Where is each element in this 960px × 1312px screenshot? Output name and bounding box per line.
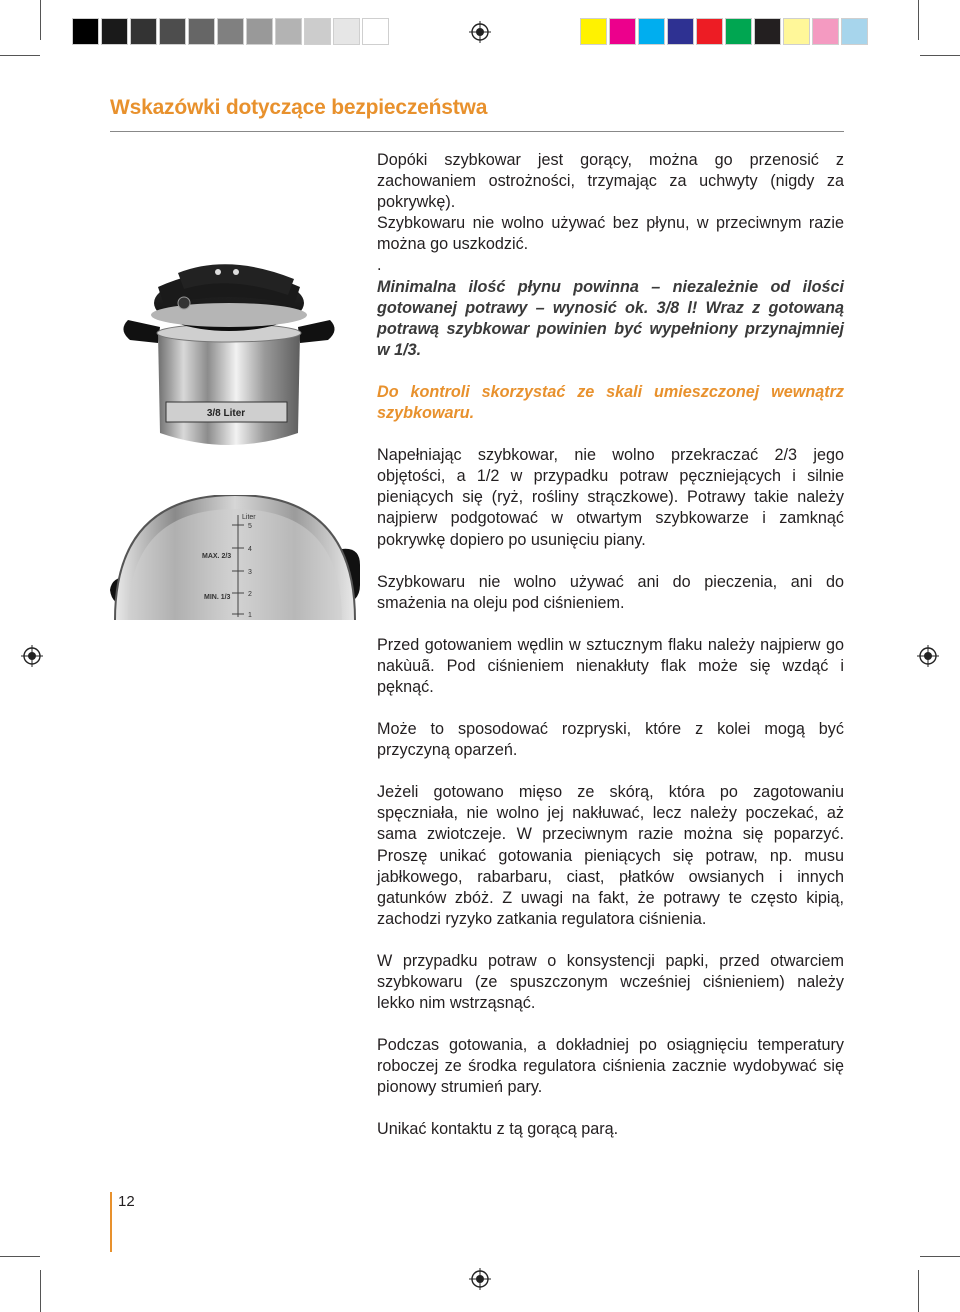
scale-tick-label: 1	[248, 612, 252, 619]
scale-tick-label: 5	[248, 523, 252, 530]
paragraph: Podczas gotowania, a dokładniej po osiągnięciu temperatury roboczej ze środka regulatora ciśnienia zacznie wydobywać się pionowy strumień pary.	[377, 1036, 844, 1097]
color-swatch	[130, 18, 157, 45]
paragraph: Szybkowaru nie wolno używać bez płynu, w przeciwnym razie można go uszkodzić.	[377, 214, 844, 254]
instructions-column	[377, 150, 844, 1162]
crop-mark	[40, 1270, 41, 1312]
color-swatch	[580, 18, 607, 45]
paragraph: Dopóki szybkowar jest gorący, można go przenosić z zachowaniem ostrożności, trzymając za uchwyty (nigdy za pokrywkę).	[377, 151, 844, 212]
page-title: Wskazówki dotyczące bezpieczeństwa	[110, 96, 488, 119]
color-swatch	[217, 18, 244, 45]
crop-mark	[40, 0, 41, 40]
scale-tick-label: 3	[248, 569, 252, 576]
paragraph: Szybkowaru nie wolno używać ani do pieczenia, ani do smażenia na oleju pod ciśnieniem.	[377, 572, 844, 612]
pressure-cooker-image	[118, 245, 340, 460]
color-swatch	[841, 18, 868, 45]
gray-color-bar	[72, 18, 391, 45]
color-swatch	[159, 18, 186, 45]
registration-mark-icon	[21, 645, 43, 667]
paragraph: Przed gotowaniem wędlin w sztucznym flaku należy najpierw go nakùuã. Pod ciśnieniem nienakłuty flak może się wzdąć i pęknąć.	[377, 635, 844, 696]
registration-mark-icon	[917, 645, 939, 667]
color-swatch	[246, 18, 273, 45]
color-swatch	[696, 18, 723, 45]
scale-unit-label: Liter	[242, 514, 256, 521]
minimum-liquid-warning: Minimalna ilość płynu powinna – niezależnie od ilości gotowanej potrawy – wynosić ok. 3/8 l! Wraz z gotowaną potrawą szybkowar powinien być wypełniony przynajmniej w 1/3.	[377, 277, 844, 359]
page-number-rule	[110, 1192, 112, 1252]
paragraph: Może to sposodować rozpryski, które z kolei mogą być przyczyną oparzeń.	[377, 720, 844, 760]
paragraph: Napełniając szybkowar, nie wolno przekraczać 2/3 jego objętości, a 1/2 w przypadku potraw pęczniejących i silnie pieniących się (ryż, rośliny strączkowe). Potrawy takie należy najpierw podgotować w otwartym szybkowarze i zamknąć pokrywkę dopiero po usunięciu piany.	[377, 446, 844, 549]
crop-mark	[0, 55, 40, 56]
title-divider	[110, 131, 844, 132]
scale-hint: Do kontroli skorzystać ze skali umieszczonej wewnątrz szybkowaru.	[377, 382, 844, 423]
crop-mark	[918, 1270, 919, 1312]
color-swatch	[609, 18, 636, 45]
paragraph: W przypadku potraw o konsystencji papki, przed otwarciem szybkowaru (ze spuszczonym wcześniej ciśnieniem) należy lekko nim wstrząsnąć.	[377, 951, 844, 1013]
crop-mark	[0, 1256, 40, 1257]
paragraph: Jeżeli gotowano mięso ze skórą, która po zagotowaniu spęczniała, nie wolno jej nakłuwać, lecz należy poczekać, aż sama zwiotczeje. W przeciwnym razie można się poparzyć. Proszę unikać gotowania pieniących się potraw, np. musu jabłkowego, rabarbaru, ciast, płatków owsianych i innych gatunków zbóż. Z uwagi na fakt, że potrawy te często kipią, zachodzi ryzyko zatkania regulatora ciśnienia.	[377, 783, 844, 928]
scale-tick-label: 2	[248, 591, 252, 598]
cooker-capacity-label: 3/8 Liter	[206, 408, 246, 419]
paragraph: .	[377, 256, 382, 275]
color-swatch	[304, 18, 331, 45]
page-number: 12	[118, 1193, 135, 1210]
color-swatch	[275, 18, 302, 45]
color-swatch	[725, 18, 752, 45]
color-swatch	[667, 18, 694, 45]
scale-min-label: MIN. 1/3	[204, 594, 231, 601]
color-swatch	[72, 18, 99, 45]
color-swatch	[333, 18, 360, 45]
color-swatch	[101, 18, 128, 45]
color-swatch	[188, 18, 215, 45]
scale-tick-label: 4	[248, 546, 252, 553]
color-swatch	[812, 18, 839, 45]
color-swatch	[638, 18, 665, 45]
cmyk-color-bar	[580, 18, 870, 45]
color-swatch	[754, 18, 781, 45]
paragraph: Unikać kontaktu z tą gorącą parą.	[377, 1120, 619, 1139]
crop-mark	[920, 1256, 960, 1257]
registration-mark-icon	[469, 1268, 491, 1290]
registration-mark-icon	[469, 21, 491, 43]
color-swatch	[783, 18, 810, 45]
crop-mark	[920, 55, 960, 56]
crop-mark	[918, 0, 919, 40]
color-swatch	[362, 18, 389, 45]
pot-scale-image	[110, 495, 360, 620]
scale-max-label: MAX. 2/3	[202, 553, 232, 560]
